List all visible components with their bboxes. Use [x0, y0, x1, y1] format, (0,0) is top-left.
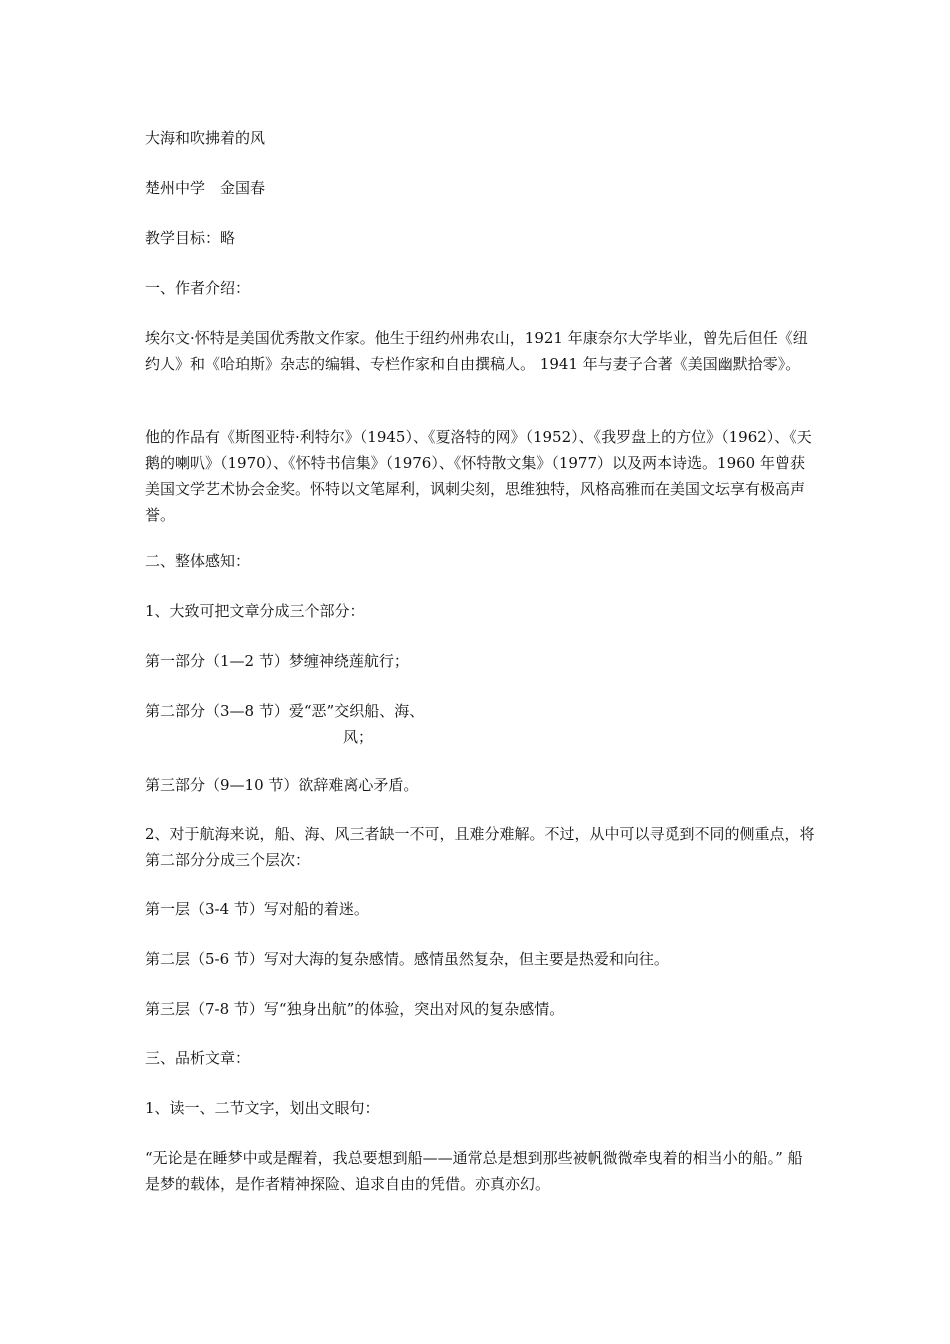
document-title: 大海和吹拂着的风 — [145, 129, 266, 147]
author-intro-paragraph: 埃尔文·怀特是美国优秀散文作家。他生于纽约州弗农山，1921 年康奈尔大学毕业，曾先后但任《纽约人》和《哈珀斯》杂志的编辑、专栏作家和自由撰稿人。 1941 年与妻子合著《美国幽默拾零》。 — [145, 329, 808, 373]
teaching-goal: 教学目标：略 — [145, 229, 236, 247]
section-heading-author: 一、作者介绍： — [145, 279, 251, 297]
quote-paragraph: “无论是在睡梦中或是醒着，我总要想到船——通常总是想到那些被帆微微牵曳着的相当小的船。” 船是梦的载体，是作者精神探险、追求自由的凭借。亦真亦幻。 — [145, 1149, 803, 1193]
overview-item-1: 1、大致可把文章分成三个部分： — [145, 602, 365, 620]
author-line: 楚州中学 金国春 — [145, 179, 266, 197]
works-paragraph: 他的作品有《斯图亚特·利特尔》（1945）、《夏洛特的网》（1952）、《我罗盘上的方位》（1962）、《天鹅的喇叭》（1970）、《怀特书信集》（1976）、《怀特散文集》（1977）以及两本诗选。1960 年曾获美国文学艺术协会金奖。怀特以文笔犀利，讽刺尖刻，思维独特，风格高雅而在美国文坛享有极高声誉。 — [145, 428, 812, 524]
part-two-line-2: 风； — [343, 728, 374, 746]
section-heading-analysis: 三、品析文章： — [145, 1049, 251, 1067]
layer-two: 第二层（5-6 节）写对大海的复杂感情。感情虽然复杂，但主要是热爱和向往。 — [145, 950, 669, 968]
layer-three: 第三层（7-8 节）写“独身出航”的体验，突出对风的复杂感情。 — [145, 1000, 565, 1018]
part-two-line-1: 第二部分（3—8 节）爱“恶”交织船、海、 — [145, 702, 425, 720]
section-heading-overview: 二、整体感知： — [145, 552, 251, 570]
layer-one: 第一层（3-4 节）写对船的着迷。 — [145, 900, 369, 918]
part-one: 第一部分（1—2 节）梦缠神绕莲航行； — [145, 652, 409, 670]
analysis-item-1: 1、读一、二节文字，划出文眼句： — [145, 1099, 380, 1117]
overview-item-2: 2、对于航海来说，船、海、风三者缺一不可，且难分难解。不过，从中可以寻觅到不同的侧重点，将第二部分分成三个层次： — [145, 825, 815, 869]
part-three: 第三部分（9—10 节）欲辞难离心矛盾。 — [145, 776, 419, 794]
part-two — [145, 698, 815, 750]
